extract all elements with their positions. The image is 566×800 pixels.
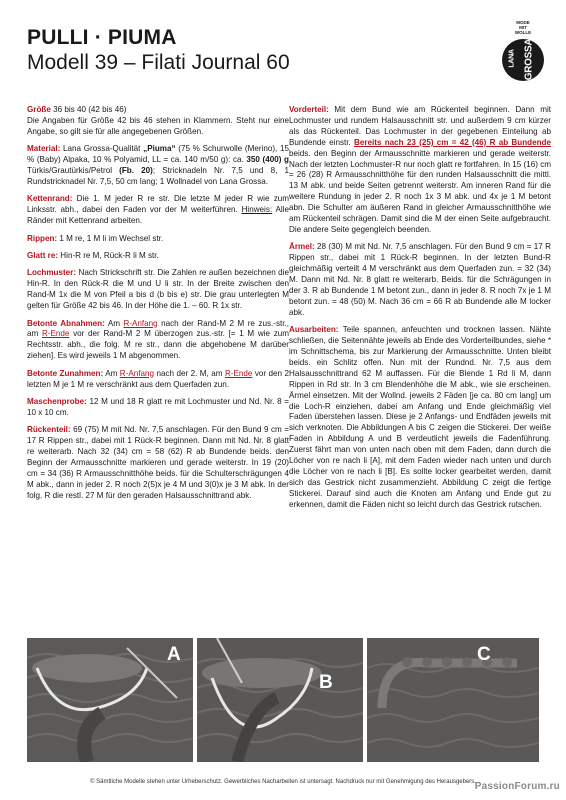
copyright-footer: © Sämtliche Modelle stehen unter Urheberschutz. Gewerbliches Nacharbeiten ist untersagt. Nachdruck nur mit Genehmigung des Herausgebers. [90,779,476,785]
knit-photo-c-image [367,638,539,762]
section-rueckenteil: Rückenteil: 69 (75) M mit Nd. Nr. 7,5 anschlagen. Für den Bund 9 cm = 17 R Rippen str., dabei mit 1 Rück-R beginnen. Dann mit Nd. Nr. 8 glatt re weiterarb. Nach 32 (34) cm = 58 (62) R ab Bundende beids. den Beginn der Armausschnitte markieren und gerade weiterstr. In 19 (20) cm = 34 (36) R Armausschnitthöhe beids. für die Schulterschrägungen 4 M abk., dann in jeder 2. R noch 2(5)x je 4 M und 3(0)x je 3 M abk. In der folg. R die restl. 27 M für den geraden Halsausschnittrand abk. [27,425,289,500]
photo-label-b: B [319,672,333,693]
section-material: Material: Lana Grossa-Qualität „Piuma“ (75 % Schurwolle (Merino), 15 % (Baby) Alpaka, 10 % Polyamid, LL = ca. 140 m/50 g): ca. 350 (400) g Türkis/Grautürkis/Petrol (Fb. 20); Stricknadeln Nr. 7,5 und 8, 1 Rundstricknadel Nr. 7,5, 50 cm lang; 1 Wollnadel von Lana Grossa. [27,144,289,186]
logo-tagline: MODE MIT WOLLE [514,20,532,35]
section-ausarbeiten: Ausarbeiten: Teile spannen, anfeuchten und trocknen lassen. Nähte schließen, die Seitennähte jeweils ab Ende des Vorderteilbundes, siehe * im Schnittschema, bis zur Markierung der Armausschnitte. Unten bleibt beids. ein Schlitz offen. Nun mit der Rundnd. Nr. 7,5 aus dem Halsausschnittrand 62 M auffassen. Für die Blende 1 Rd li M, dann Rippen in Rd str. In 3 cm Blendenhöhe die M abk., wie sie erscheinen. Ärmel einsetzen. Mit der Wollnd. jeweils 2 Fäden [je ca. 80 cm lang] um die Loch-R einziehen, dabei am Anfang und Ende gleichmäßig viel Faden überstehen lassen. Diese je 2 Anfangs- und Endfäden jeweils mit sich verknoten. Die Abbildungen A bis C zeigen die Stickerei. Der weiße Faden in Abbildung A und B verdeutlicht jeweils die Fadenführung. Zuerst fährt man von unten nach oben mit dem Faden, dann durch die Löcher von re nach li [A], mit dem Faden wieder nach unten und durch die Löcher von re nach li [B]. Es sollte locker gearbeitet werden, damit sich das Gestrick nicht zusammenzieht. Abbildung C zeigt die fertige Stickerei. Darauf sind auch die Knoten am Anfang und Ende gut zu erkennen, damit die Fäden nicht so leicht durch das Gestrick rutschen. [289,325,551,509]
lana-grossa-logo [499,20,547,88]
photo-a [27,638,193,762]
photo-label-c: C [477,644,491,665]
photo-b [197,638,363,762]
section-kettenrand: Kettenrand: Die 1. M jeder R re str. Die letzte M jeder R wie zum Linksstr. abh., dabei den Faden vor der M weiterführen. Hinweis: Alle Ränder mit Kettenrand arbeiten. [27,194,289,226]
section-glatt-re: Glatt re: Hin-R re M, Rück-R li M str. [27,250,159,260]
section-betonte-zunahmen: Betonte Zunahmen: Am R-Anfang nach der 2. M, am R-Ende vor den 2 letzten M je 1 M re verschränkt aus dem Querfaden zun. [27,368,289,389]
page-subtitle: Modell 39 – Filati Journal 60 [27,51,290,74]
logo-brand-b: GROSSA [523,39,535,81]
section-lochmuster: Lochmuster: Nach Strickschrift str. Die Zahlen re außen bezeichnen die Hin-R. In den Rück-R die M und U li str. In der Breite zwischen den Rand-M 1x die M von Pfeil a bis d (b bis e) str. Die grau unterlegten M gelten für Größe 42 bis 46. In der Höhe die 1. – 60. R 1x str. [27,268,289,311]
section-aermel: Ärmel: 28 (30) M mit Nd. Nr. 7,5 anschlagen. Für den Bund 9 cm = 17 R Rippen str., dabei mit 1 Rück-R beginnen. In der letzten Bund-R gleichmäßig verteilt 4 M verschränkt aus dem Querfaden zun. = 32 (34) M. Dann mit Nd. Nr. 8 glatt re weiterarb. Beids. für die Schrägungen in der 3. R ab Bundende 1 M betont zun., dann in jeder 8. R noch 7x je 1 M betont zun. = 48 (50) M. Nach 36 cm = 66 R ab Bundende alle M locker abk. [289,242,551,317]
section-groesse: Größe 36 bis 40 (42 bis 46) Die Angaben für Größe 42 bis 46 stehen in Klammern. Steht nur eine Angabe, so gilt sie für alle angegebenen Größen. [27,105,289,136]
section-maschenprobe: Maschenprobe: 12 M und 18 R glatt re mit Lochmuster und Nd. Nr. 8 = 10 x 10 cm. [27,396,289,417]
section-betonte-abnahmen: Betonte Abnahmen: Am R-Anfang nach der Rand-M 2 M re zus.-str., am R-Ende vor der Rand-M 2 M überzogen zus.-str. [= 1 M wie zum Rechtsstr. abh., die folg. M re str., dann die abgehobene M darüber ziehen]. Es wird jeweils 1 M abgenommen. [27,318,289,361]
watermark: PassionForum.ru [474,781,560,792]
photo-c [367,638,539,762]
right-column [289,105,551,517]
logo-circle [502,39,544,81]
knit-photo-b-image [197,638,363,762]
page-title: PULLI · PIUMA [27,26,177,49]
left-column [27,105,289,508]
photo-label-a: A [167,644,181,665]
logo-brand-a: LANA [508,49,516,68]
section-rippen: Rippen: 1 M re, 1 M li im Wechsel str. [27,233,164,243]
section-vorderteil: Vorderteil: Mit dem Bund wie am Rückenteil beginnen. Dann mit Lochmuster und rundem Halsausschnitt str. und außerdem 9 cm kürzer als das Rückenteil. Das Lochmuster in der gegebenen Einteilung ab Bundende einstr. Bereits nach 23 (25) cm = 42 (46) R ab Bundende beids. den Beginn der Armausschnitte markieren und gerade weiterstr. Nach der letzten Lochmuster-R nur noch glatt re fortfahren. In 15 (16) cm = 26 (28) R Armausschnitthöhe für den runden Halsausschnitt die mittl. 13 M abk. und beide Seiten getrennt weiterstr. Am inneren Rand für die weitere Rundung in jeder 2. R noch 1x 3 M abk. und 4x je 1 M betont abn. Die Schulter am äußeren Rand in gleicher Armausschnitthöhe wie am Rückenteil schrägen. Damit sind die M der einen Seite aufgebraucht. Die andere Seite gegengleich beenden. [289,105,551,234]
